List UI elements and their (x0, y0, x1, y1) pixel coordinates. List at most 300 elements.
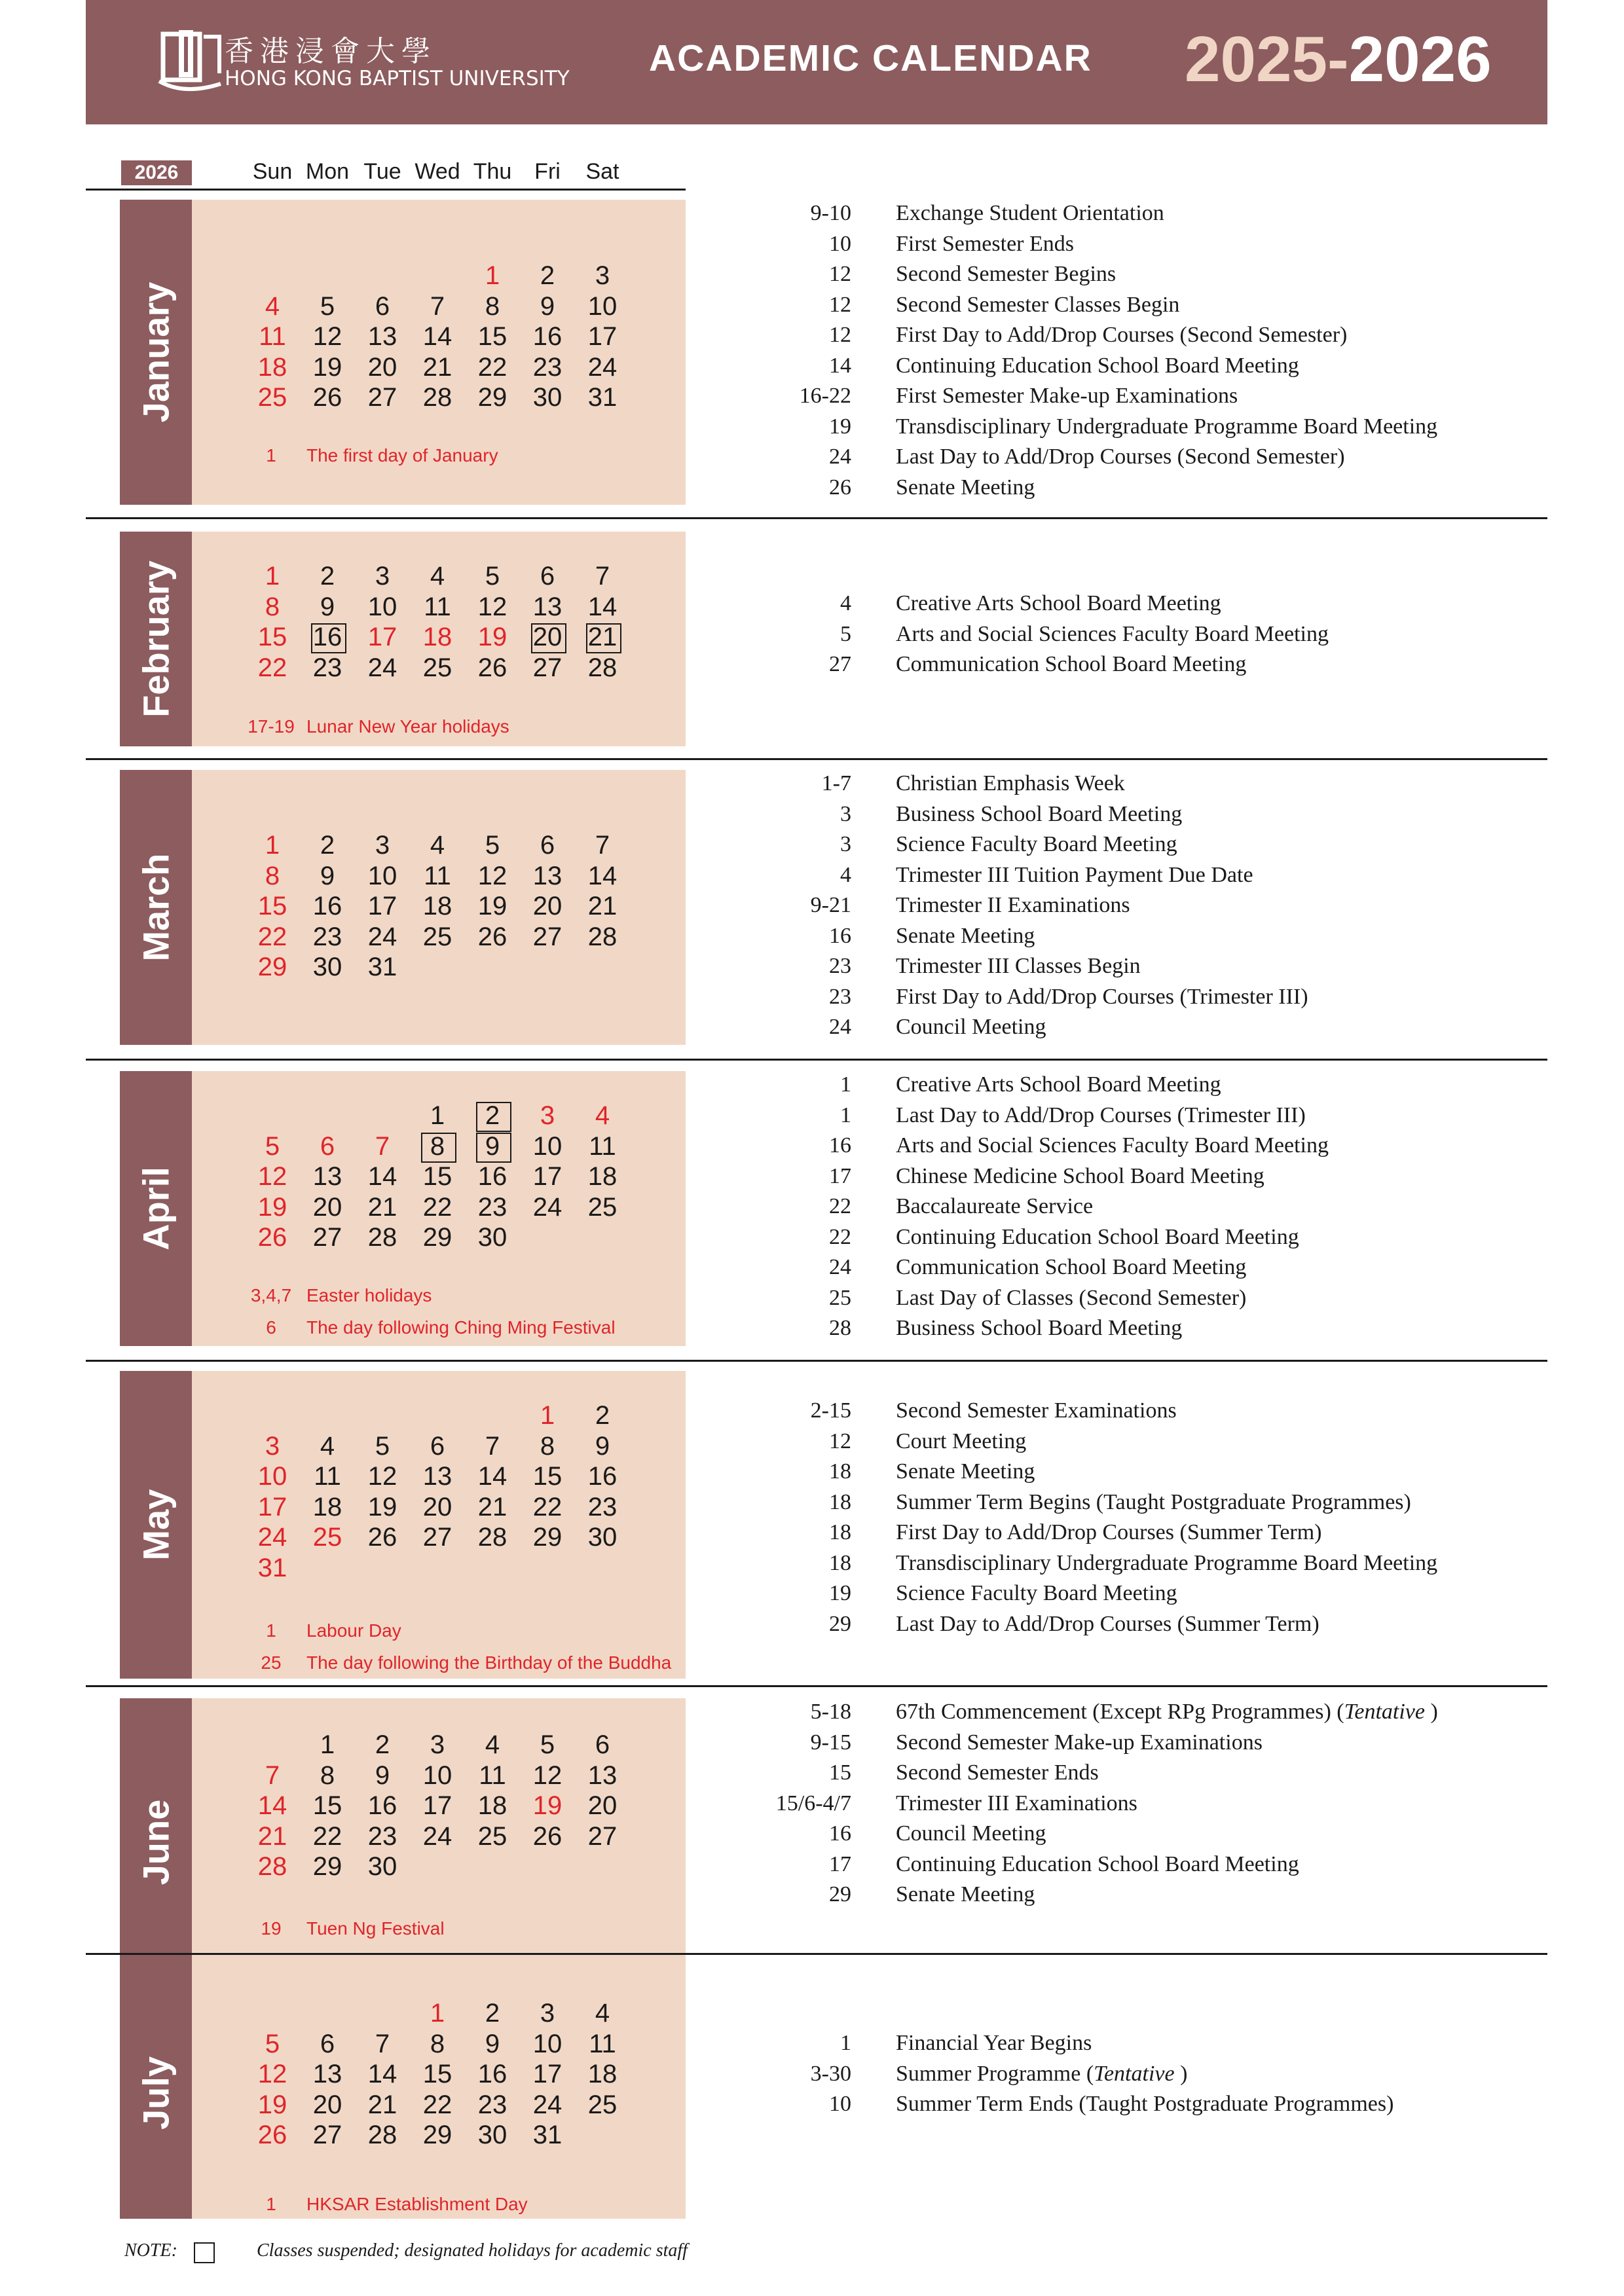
calendar-day: 7 (485, 1431, 500, 1461)
holiday-note-text: The day following Ching Ming Festival (306, 1317, 616, 1338)
event-title: Science Faculty Board Meeting (896, 1581, 1177, 1605)
calendar-day: 19 (532, 1791, 563, 1820)
calendar-day: 19 (312, 352, 342, 382)
calendar-day: 19 (477, 892, 507, 920)
calendar-day: 2 (485, 1999, 500, 2028)
calendar-day: 23 (367, 1821, 397, 1851)
calendar-day: 3 (595, 261, 610, 290)
event-date: 17 (829, 1163, 851, 1188)
calendar-day: 27 (422, 1523, 452, 1552)
event-date: 16 (829, 923, 851, 948)
holiday-note-days: 6 (266, 1317, 276, 1338)
calendar-day: 17 (367, 623, 397, 651)
calendar-day: 11 (589, 1131, 616, 1161)
event-title: Summer Term Begins (Taught Postgraduate Programmes) (896, 1489, 1411, 1514)
calendar-day: 30 (367, 1852, 397, 1881)
weekday-fri: Fri (534, 159, 561, 184)
weekday-sat: Sat (585, 159, 619, 184)
calendar-day: 2 (375, 1730, 390, 1759)
calendar-day: 9 (595, 1431, 610, 1461)
event-title: Last Day of Classes (Second Semester) (896, 1285, 1247, 1310)
event-date: 4 (840, 591, 851, 615)
month-name: May (135, 1489, 177, 1561)
month-block-july (120, 1967, 686, 2219)
event-date: 12 (829, 292, 851, 317)
event-title: Senate Meeting (896, 1459, 1035, 1484)
month-tab (120, 1698, 192, 1986)
event-title-italic: Tentative (1094, 2061, 1175, 2086)
calendar-day: 26 (257, 1223, 287, 1252)
event-date: 3-30 (810, 2061, 851, 2086)
event-date: 15/6-4/7 (775, 1791, 851, 1815)
calendar-day: 9 (485, 2029, 500, 2058)
event-title: Last Day to Add/Drop Courses (Second Semester) (896, 445, 1345, 469)
year-start: 2025 (1185, 23, 1328, 95)
event-title: Second Semester Ends (896, 1760, 1099, 1785)
event-date: 1-7 (821, 771, 851, 795)
calendar-day: 20 (422, 1492, 452, 1522)
calendar-day: 1 (430, 1999, 445, 2028)
event-title: Creative Arts School Board Meeting (896, 591, 1221, 615)
calendar-day: 8 (265, 592, 280, 621)
event-title: Communication School Board Meeting (896, 1255, 1247, 1279)
month-separator (86, 1059, 1547, 1061)
calendar-day: 25 (587, 1192, 618, 1222)
calendar-day: 22 (532, 1492, 563, 1522)
calendar-day: 24 (257, 1523, 287, 1552)
calendar-day: 31 (257, 1553, 287, 1582)
event-date: 24 (829, 445, 851, 469)
event-title: Summer Term Ends (Taught Postgraduate Programmes) (896, 2092, 1394, 2116)
event-title: Senate Meeting (896, 923, 1035, 948)
calendar-day: 21 (575, 622, 630, 652)
calendar-day: 22 (257, 653, 287, 682)
event-date: 19 (829, 1581, 851, 1605)
calendar-day: 22 (257, 922, 287, 951)
event-date: 10 (829, 2092, 851, 2116)
calendar-day: 29 (422, 2121, 452, 2149)
event-title: Second Semester Classes Begin (896, 292, 1180, 317)
calendar-day: 30 (532, 383, 563, 412)
calendar-day: 25 (257, 383, 287, 412)
calendar-day: 3 (540, 1101, 555, 1130)
event-title: Science Faculty Board Meeting (896, 832, 1177, 856)
calendar-day: 19 (257, 1192, 287, 1222)
event-title: Business School Board Meeting (896, 801, 1183, 826)
calendar-day: 4 (265, 291, 280, 321)
holiday-note-days: 19 (261, 1918, 282, 1939)
calendar-day: 5 (540, 1730, 555, 1759)
calendar-day: 14 (587, 592, 618, 621)
calendar-day: 27 (532, 653, 563, 682)
calendar-day: 29 (422, 1223, 452, 1252)
calendar-day: 1 (320, 1730, 335, 1759)
calendar-day: 27 (312, 1223, 342, 1252)
calendar-day: 15 (422, 1162, 452, 1191)
event-title: Creative Arts School Board Meeting (896, 1072, 1221, 1097)
calendar-day: 16 (367, 1791, 397, 1820)
event-date: 29 (829, 1882, 851, 1906)
holiday-note-text: HKSAR Establishment Day (306, 2194, 528, 2214)
event-title: Council Meeting (896, 1015, 1046, 1039)
event-date: 1 (840, 2031, 851, 2055)
month-tab (120, 1071, 192, 1346)
holiday-note-days: 1 (266, 1620, 276, 1641)
month-separator (86, 517, 1547, 519)
year-badge: 2026 (121, 160, 192, 185)
calendar-day: 11 (479, 1760, 506, 1790)
calendar-day: 10 (532, 1131, 563, 1161)
calendar-day: 8 (320, 1760, 335, 1790)
legend-box-icon (194, 2242, 215, 2263)
note-label: NOTE: (124, 2240, 177, 2261)
calendar-day: 18 (257, 352, 287, 382)
event-title: Last Day to Add/Drop Courses (Summer Term) (896, 1611, 1320, 1636)
calendar-day: 31 (587, 383, 618, 412)
event-date: 23 (829, 984, 851, 1009)
calendar-day: 27 (312, 2121, 342, 2149)
month-block-april (120, 1071, 686, 1346)
calendar-day: 21 (587, 892, 618, 920)
event-date: 5 (840, 621, 851, 646)
calendar-day: 20 (532, 892, 563, 920)
event-date: 16 (829, 1821, 851, 1846)
holiday-note-days: 25 (261, 1652, 282, 1673)
holiday-note-text: Lunar New Year holidays (306, 716, 509, 737)
event-title: First Semester Make-up Examinations (896, 384, 1238, 408)
event-title: Transdisciplinary Undergraduate Programme Board Meeting (896, 414, 1438, 439)
event-title: First Day to Add/Drop Courses (Second Semester) (896, 323, 1348, 347)
calendar-day: 5 (265, 1131, 280, 1161)
event-date: 22 (829, 1194, 851, 1218)
calendar-day: 3 (265, 1431, 280, 1461)
month-block-may (120, 1371, 686, 1679)
calendar-day: 10 (532, 2029, 563, 2058)
calendar-day: 29 (532, 1523, 563, 1552)
calendar-day: 28 (587, 922, 618, 951)
calendar-day: 23 (312, 653, 342, 682)
holiday-note-days: 1 (266, 2194, 276, 2214)
weekday-tue: Tue (363, 159, 401, 184)
event-date: 3 (840, 832, 851, 856)
calendar-header (86, 0, 1547, 124)
event-title: Last Day to Add/Drop Courses (Trimester III) (896, 1102, 1306, 1127)
month-tab (120, 770, 192, 1045)
calendar-day: 26 (477, 653, 507, 682)
calendar-day: 15 (312, 1791, 342, 1820)
calendar-day: 12 (257, 1162, 287, 1191)
month-tab (120, 200, 192, 505)
calendar-day: 12 (477, 592, 507, 621)
event-date: 26 (829, 475, 851, 500)
calendar-day: 6 (375, 291, 390, 321)
year-dash: - (1327, 23, 1349, 95)
event-date: 16 (829, 1133, 851, 1157)
calendar-day: 5 (320, 291, 335, 321)
event-title: Senate Meeting (896, 1882, 1035, 1906)
event-title: Court Meeting (896, 1429, 1027, 1453)
calendar-day: 12 (257, 2060, 287, 2088)
calendar-day: 15 (257, 892, 287, 920)
event-title: Baccalaureate Service (896, 1194, 1094, 1218)
header-divider (86, 189, 686, 191)
event-date: 16-22 (799, 384, 851, 408)
calendar-day: 23 (587, 1492, 618, 1522)
event-date: 25 (829, 1285, 851, 1310)
event-date: 18 (829, 1550, 851, 1575)
calendar-day: 2 (465, 1101, 520, 1131)
calendar-day: 5 (485, 562, 500, 591)
calendar-day: 6 (320, 2029, 335, 2058)
event-date: 9-10 (810, 201, 851, 225)
month-separator (86, 1360, 1547, 1362)
event-date: 24 (829, 1015, 851, 1039)
calendar-day: 24 (422, 1821, 452, 1851)
calendar-day: 4 (485, 1730, 500, 1759)
calendar-day: 13 (422, 1462, 452, 1491)
event-title: Summer Programme (Tentative ) (896, 2061, 1188, 2086)
event-title: Continuing Education School Board Meeting (896, 353, 1299, 378)
calendar-day: 8 (485, 291, 500, 321)
event-title: Business School Board Meeting (896, 1316, 1183, 1340)
calendar-day: 14 (367, 1162, 397, 1191)
calendar-day: 10 (587, 291, 618, 321)
calendar-day: 10 (367, 861, 397, 890)
event-date: 24 (829, 1255, 851, 1279)
event-title: Communication School Board Meeting (896, 652, 1247, 676)
event-title: Trimester III Tuition Payment Due Date (896, 862, 1253, 887)
event-date: 1 (840, 1102, 851, 1127)
event-title: First Day to Add/Drop Courses (Trimester III) (896, 984, 1308, 1009)
month-block-june (120, 1698, 686, 1986)
note-text: Classes suspended; designated holidays for academic staff (257, 2240, 688, 2261)
month-name: June (135, 1799, 177, 1886)
calendar-day: 21 (257, 1821, 287, 1851)
calendar-day: 17 (532, 2060, 563, 2088)
calendar-day: 15 (477, 322, 507, 351)
event-title: Trimester II Examinations (896, 893, 1130, 917)
calendar-day: 15 (532, 1462, 563, 1491)
calendar-day: 20 (587, 1791, 618, 1820)
calendar-day: 4 (595, 1999, 610, 2028)
calendar-day: 27 (367, 383, 397, 412)
calendar-day: 13 (587, 1760, 618, 1790)
calendar-day: 11 (314, 1462, 341, 1491)
calendar-day: 29 (312, 1852, 342, 1881)
calendar-day: 21 (422, 352, 452, 382)
calendar-day: 8 (540, 1431, 555, 1461)
calendar-day: 22 (477, 352, 507, 382)
event-date: 17 (829, 1851, 851, 1876)
calendar-day: 18 (587, 1162, 618, 1191)
calendar-day: 1 (485, 261, 500, 290)
calendar-day: 25 (422, 653, 452, 682)
calendar-day: 13 (532, 861, 563, 890)
calendar-day: 5 (485, 831, 500, 860)
calendar-day: 24 (587, 352, 618, 382)
calendar-day: 14 (257, 1791, 287, 1820)
event-date: 9-15 (810, 1730, 851, 1755)
calendar-day: 3 (375, 831, 390, 860)
calendar-day: 20 (520, 622, 575, 652)
event-title: Arts and Social Sciences Faculty Board Meeting (896, 1133, 1329, 1157)
event-date: 12 (829, 262, 851, 286)
calendar-day: 15 (257, 623, 287, 651)
calendar-day: 6 (540, 562, 555, 591)
calendar-day: 18 (312, 1492, 342, 1522)
calendar-day: 4 (430, 562, 445, 591)
calendar-day: 28 (367, 1223, 397, 1252)
event-date: 18 (829, 1520, 851, 1544)
event-date: 22 (829, 1224, 851, 1249)
calendar-day: 2 (595, 1401, 610, 1430)
calendar-day: 21 (367, 2090, 397, 2119)
calendar-day: 18 (422, 892, 452, 920)
calendar-day: 23 (477, 2090, 507, 2119)
month-block-march (120, 770, 686, 1045)
event-date: 18 (829, 1459, 851, 1484)
month-separator (86, 1685, 1547, 1687)
calendar-day: 23 (477, 1192, 507, 1222)
month-name: January (135, 282, 177, 423)
event-title: First Day to Add/Drop Courses (Summer Term) (896, 1520, 1322, 1544)
calendar-day: 20 (312, 1192, 342, 1222)
calendar-day: 17 (532, 1162, 563, 1191)
calendar-day: 10 (257, 1462, 287, 1491)
calendar-day: 19 (367, 1492, 397, 1522)
event-date: 1 (840, 1072, 851, 1097)
calendar-day: 9 (375, 1760, 390, 1790)
calendar-day: 16 (477, 1162, 507, 1191)
calendar-day: 10 (422, 1760, 452, 1790)
calendar-day: 7 (265, 1760, 280, 1790)
calendar-day: 18 (587, 2060, 618, 2088)
event-title: Chinese Medicine School Board Meeting (896, 1163, 1264, 1188)
event-title: Christian Emphasis Week (896, 771, 1125, 795)
event-date: 10 (829, 231, 851, 256)
calendar-day: 8 (265, 861, 280, 890)
calendar-day: 30 (477, 1223, 507, 1252)
calendar-day: 12 (477, 861, 507, 890)
calendar-day: 6 (320, 1131, 335, 1161)
calendar-day: 27 (532, 922, 563, 951)
calendar-day: 25 (422, 922, 452, 951)
calendar-day: 17 (587, 322, 618, 351)
calendar-day: 26 (257, 2121, 287, 2149)
calendar-day: 17 (257, 1492, 287, 1522)
calendar-day: 13 (367, 322, 397, 351)
calendar-day: 28 (257, 1852, 287, 1881)
calendar-day: 26 (532, 1821, 563, 1851)
calendar-day: 31 (367, 953, 397, 981)
calendar-day: 25 (312, 1523, 342, 1552)
calendar-day: 25 (587, 2090, 618, 2119)
calendar-day: 24 (367, 653, 397, 682)
event-title: Trimester III Examinations (896, 1791, 1137, 1815)
calendar-day: 6 (430, 1431, 445, 1461)
calendar-day: 4 (595, 1101, 610, 1130)
calendar-day: 4 (320, 1431, 335, 1461)
calendar-day: 17 (422, 1791, 452, 1820)
calendar-day: 16 (532, 322, 563, 351)
calendar-day: 7 (430, 291, 445, 321)
calendar-day: 18 (477, 1791, 507, 1820)
event-title: Second Semester Begins (896, 262, 1116, 286)
event-date: 27 (829, 652, 851, 676)
calendar-day: 2 (540, 261, 555, 290)
event-date: 14 (829, 353, 851, 378)
weekday-mon: Mon (305, 159, 350, 184)
page-title: ACADEMIC CALENDAR (649, 37, 1092, 79)
calendar-day: 19 (477, 623, 507, 651)
event-title: Transdisciplinary Undergraduate Programme Board Meeting (896, 1550, 1438, 1575)
event-date: 18 (829, 1489, 851, 1514)
calendar-day: 8 (430, 2029, 445, 2058)
calendar-day: 11 (259, 322, 286, 351)
calendar-day: 4 (430, 831, 445, 860)
event-date: 29 (829, 1611, 851, 1636)
month-tab (120, 1967, 192, 2219)
holiday-note-text: The first day of January (306, 445, 498, 465)
calendar-day: 8 (410, 1131, 465, 1161)
calendar-day: 11 (589, 2029, 616, 2058)
calendar-day: 28 (422, 383, 452, 412)
calendar-day: 14 (367, 2060, 397, 2088)
calendar-day: 18 (422, 623, 452, 651)
calendar-day: 28 (367, 2121, 397, 2149)
calendar-day: 16 (477, 2060, 507, 2088)
calendar-day: 19 (257, 2090, 287, 2119)
calendar-day: 16 (587, 1462, 618, 1491)
month-block-february (120, 532, 686, 746)
calendar-day: 12 (312, 322, 342, 351)
calendar-day: 1 (265, 562, 280, 591)
calendar-day: 2 (320, 562, 335, 591)
calendar-day: 22 (422, 2090, 452, 2119)
holiday-note-days: 3,4,7 (250, 1285, 292, 1305)
calendar-day: 14 (422, 322, 452, 351)
calendar-day: 22 (312, 1821, 342, 1851)
holiday-note-text: Tuen Ng Festival (306, 1918, 445, 1939)
month-name: July (135, 2056, 177, 2130)
calendar-day: 26 (477, 922, 507, 951)
calendar-day: 20 (312, 2090, 342, 2119)
calendar-day: 7 (375, 2029, 390, 2058)
academic-year (1185, 22, 1492, 96)
calendar-day: 25 (477, 1821, 507, 1851)
calendar-day: 30 (312, 953, 342, 981)
month-separator (86, 758, 1547, 760)
year-end: 2026 (1348, 23, 1492, 95)
event-date: 5-18 (810, 1700, 851, 1724)
calendar-day: 9 (465, 1131, 520, 1161)
month-name: April (135, 1167, 177, 1250)
event-title: Financial Year Begins (896, 2031, 1092, 2055)
event-date: 2-15 (810, 1398, 851, 1423)
calendar-day: 24 (532, 2090, 563, 2119)
calendar-day: 3 (430, 1730, 445, 1759)
event-title: Arts and Social Sciences Faculty Board Meeting (896, 621, 1329, 646)
event-title: Second Semester Examinations (896, 1398, 1177, 1423)
weekday-thu: Thu (473, 159, 512, 184)
calendar-day: 1 (430, 1101, 445, 1130)
event-title: Second Semester Make-up Examinations (896, 1730, 1263, 1755)
calendar-day: 14 (587, 861, 618, 890)
weekday-sun: Sun (252, 159, 293, 184)
calendar-day: 28 (477, 1523, 507, 1552)
calendar-day: 28 (587, 653, 618, 682)
calendar-day: 12 (367, 1462, 397, 1491)
